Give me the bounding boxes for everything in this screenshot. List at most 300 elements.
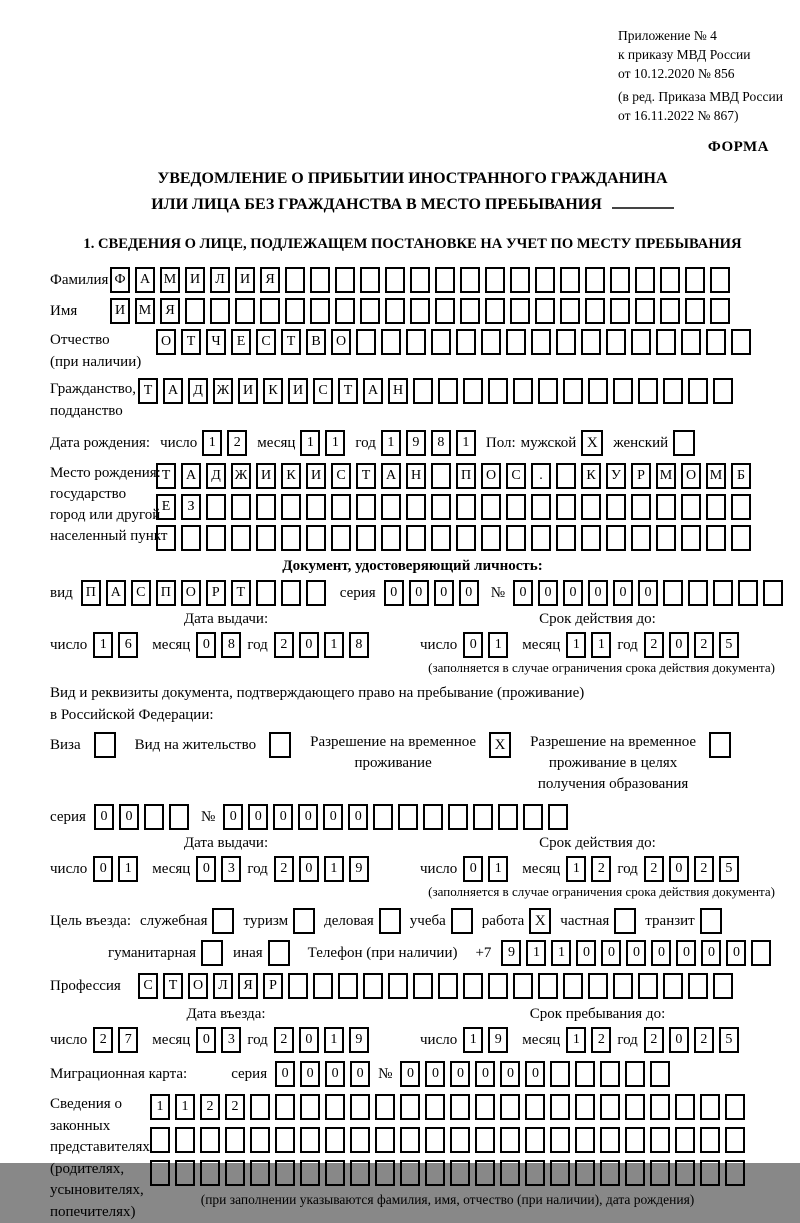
char-box[interactable] [185,298,205,324]
char-box[interactable] [398,804,418,830]
char-box[interactable]: 0 [248,804,268,830]
char-box[interactable] [725,1094,745,1120]
char-box[interactable]: Т [338,378,358,404]
char-box[interactable]: 0 [299,1027,319,1053]
char-box[interactable]: 0 [275,1061,295,1087]
char-box[interactable]: 5 [719,856,739,882]
char-box[interactable] [288,973,308,999]
char-box[interactable] [350,1127,370,1153]
char-box[interactable]: 5 [719,1027,739,1053]
char-box[interactable] [606,329,626,355]
char-box[interactable] [350,1160,370,1186]
char-box[interactable] [400,1127,420,1153]
char-box[interactable] [285,298,305,324]
char-box[interactable] [550,1160,570,1186]
char-box[interactable]: Р [206,580,226,606]
char-box[interactable] [460,298,480,324]
char-box[interactable]: 0 [669,856,689,882]
char-box[interactable] [335,298,355,324]
char-box[interactable] [606,494,626,520]
char-box[interactable] [600,1094,620,1120]
char-box[interactable] [531,494,551,520]
char-box[interactable] [685,298,705,324]
char-box[interactable]: Н [388,378,408,404]
char-box[interactable] [581,525,601,551]
char-box[interactable]: 0 [638,580,658,606]
char-box[interactable]: О [681,463,701,489]
char-box[interactable]: Т [231,580,251,606]
char-box[interactable] [331,494,351,520]
char-box[interactable] [535,298,555,324]
char-box[interactable] [425,1127,445,1153]
char-box[interactable]: Я [238,973,258,999]
char-box[interactable]: О [331,329,351,355]
char-box[interactable]: 9 [488,1027,508,1053]
char-box[interactable] [525,1127,545,1153]
char-box[interactable]: К [263,378,283,404]
char-box[interactable] [681,494,701,520]
char-box[interactable]: Ж [231,463,251,489]
char-box[interactable] [656,329,676,355]
char-box[interactable]: И [110,298,130,324]
char-box[interactable]: М [656,463,676,489]
char-box[interactable]: Т [163,973,183,999]
char-box[interactable] [450,1160,470,1186]
char-box[interactable] [356,525,376,551]
char-box[interactable] [306,525,326,551]
char-box[interactable] [485,267,505,293]
char-box[interactable]: 1 [150,1094,170,1120]
char-box[interactable] [531,329,551,355]
char-box[interactable]: А [363,378,383,404]
char-box[interactable] [700,1127,720,1153]
char-box[interactable]: И [185,267,205,293]
char-box[interactable] [231,494,251,520]
char-box[interactable]: М [706,463,726,489]
char-box[interactable] [575,1094,595,1120]
char-box[interactable]: 0 [669,1027,689,1053]
char-box[interactable] [610,298,630,324]
char-box[interactable] [660,267,680,293]
char-box[interactable] [710,267,730,293]
char-box[interactable]: 0 [298,804,318,830]
char-box[interactable]: 1 [488,856,508,882]
char-box[interactable]: 8 [221,632,241,658]
char-box[interactable] [206,525,226,551]
char-box[interactable] [150,1160,170,1186]
char-box[interactable]: 0 [576,940,596,966]
char-box[interactable]: Р [631,463,651,489]
char-box[interactable]: 0 [400,1061,420,1087]
char-box[interactable]: К [281,463,301,489]
char-box[interactable] [706,525,726,551]
char-box[interactable] [325,1127,345,1153]
char-box[interactable]: 1 [526,940,546,966]
char-box[interactable] [431,494,451,520]
char-box[interactable] [550,1127,570,1153]
char-box[interactable] [506,329,526,355]
char-box[interactable]: 0 [300,1061,320,1087]
char-box[interactable] [606,525,626,551]
char-box[interactable] [200,1127,220,1153]
char-box[interactable]: 2 [694,1027,714,1053]
char-box[interactable]: 1 [324,1027,344,1053]
char-box[interactable] [731,494,751,520]
char-box[interactable]: 0 [119,804,139,830]
char-box[interactable]: 0 [94,804,114,830]
char-box[interactable] [281,494,301,520]
char-box[interactable] [425,1160,445,1186]
char-box[interactable] [725,1160,745,1186]
char-box[interactable] [423,804,443,830]
char-box[interactable] [306,494,326,520]
char-box[interactable] [663,580,683,606]
char-box[interactable] [410,267,430,293]
char-box[interactable] [488,378,508,404]
char-box[interactable] [500,1094,520,1120]
char-box[interactable] [675,1160,695,1186]
char-box[interactable] [406,525,426,551]
char-box[interactable]: 7 [118,1027,138,1053]
char-box[interactable] [650,1094,670,1120]
char-box[interactable] [663,378,683,404]
char-box[interactable] [763,580,783,606]
char-box[interactable]: 0 [669,632,689,658]
char-box[interactable] [225,1160,245,1186]
char-box[interactable] [535,267,555,293]
char-box[interactable]: В [306,329,326,355]
char-box[interactable]: 0 [325,1061,345,1087]
char-box[interactable] [688,378,708,404]
char-box[interactable] [438,378,458,404]
char-box[interactable] [681,329,701,355]
char-box[interactable] [500,1160,520,1186]
char-box[interactable]: 0 [676,940,696,966]
char-box[interactable] [625,1094,645,1120]
char-box[interactable]: 1 [175,1094,195,1120]
char-box[interactable] [285,267,305,293]
char-box[interactable] [400,1094,420,1120]
char-box[interactable] [360,267,380,293]
char-box[interactable] [713,378,733,404]
char-box[interactable]: 0 [459,580,479,606]
char-box[interactable]: 0 [588,580,608,606]
char-box[interactable] [356,494,376,520]
char-box[interactable] [688,580,708,606]
char-box[interactable] [610,267,630,293]
char-box[interactable] [256,494,276,520]
char-box[interactable] [531,525,551,551]
char-box[interactable] [475,1160,495,1186]
char-box[interactable]: О [188,973,208,999]
char-box[interactable] [181,525,201,551]
char-box[interactable] [435,298,455,324]
char-box[interactable] [475,1127,495,1153]
char-box[interactable]: 0 [613,580,633,606]
char-box[interactable] [751,940,771,966]
char-box[interactable] [510,267,530,293]
char-box[interactable] [473,804,493,830]
char-box[interactable]: 2 [694,856,714,882]
char-box[interactable]: 0 [513,580,533,606]
char-box[interactable]: 1 [381,430,401,456]
char-box[interactable] [385,267,405,293]
char-box[interactable] [675,1127,695,1153]
char-box[interactable]: 2 [274,632,294,658]
char-box[interactable] [560,298,580,324]
char-box[interactable] [556,494,576,520]
char-box[interactable] [506,494,526,520]
char-box[interactable]: 0 [450,1061,470,1087]
char-box[interactable] [550,1094,570,1120]
char-box[interactable]: Т [138,378,158,404]
checkbox-official[interactable] [212,908,234,934]
char-box[interactable] [435,267,455,293]
char-box[interactable] [150,1127,170,1153]
char-box[interactable]: 2 [274,856,294,882]
char-box[interactable]: И [306,463,326,489]
char-box[interactable]: 9 [406,430,426,456]
char-box[interactable] [481,494,501,520]
char-box[interactable]: Е [156,494,176,520]
char-box[interactable] [625,1160,645,1186]
checkbox-female[interactable] [673,430,695,456]
char-box[interactable] [510,298,530,324]
char-box[interactable] [556,463,576,489]
char-box[interactable] [581,329,601,355]
char-box[interactable] [256,525,276,551]
char-box[interactable]: 2 [93,1027,113,1053]
char-box[interactable]: Ж [213,378,233,404]
checkbox-study[interactable] [451,908,473,934]
char-box[interactable] [706,329,726,355]
char-box[interactable] [281,580,301,606]
char-box[interactable] [375,1127,395,1153]
char-box[interactable] [275,1094,295,1120]
char-box[interactable] [725,1127,745,1153]
char-box[interactable] [450,1094,470,1120]
char-box[interactable] [581,494,601,520]
char-box[interactable] [656,525,676,551]
char-box[interactable]: М [160,267,180,293]
char-box[interactable]: 1 [463,1027,483,1053]
char-box[interactable]: 1 [118,856,138,882]
char-box[interactable] [585,298,605,324]
char-box[interactable]: 2 [644,632,664,658]
char-box[interactable]: З [181,494,201,520]
char-box[interactable]: 0 [196,1027,216,1053]
char-box[interactable] [625,1061,645,1087]
char-box[interactable] [431,525,451,551]
char-box[interactable] [363,973,383,999]
char-box[interactable]: 0 [350,1061,370,1087]
char-box[interactable]: П [81,580,101,606]
char-box[interactable] [260,298,280,324]
char-box[interactable] [310,267,330,293]
checkbox-visa[interactable] [94,732,116,758]
char-box[interactable]: 1 [488,632,508,658]
checkbox-business[interactable] [379,908,401,934]
char-box[interactable] [631,525,651,551]
char-box[interactable] [300,1127,320,1153]
char-box[interactable] [250,1160,270,1186]
char-box[interactable]: 0 [701,940,721,966]
char-box[interactable] [613,378,633,404]
char-box[interactable] [410,298,430,324]
checkbox-male[interactable]: X [581,430,603,456]
char-box[interactable]: 0 [538,580,558,606]
char-box[interactable] [600,1160,620,1186]
char-box[interactable]: Я [260,267,280,293]
char-box[interactable] [600,1127,620,1153]
char-box[interactable] [250,1094,270,1120]
char-box[interactable]: Т [356,463,376,489]
char-box[interactable] [525,1160,545,1186]
checkbox-private[interactable] [614,908,636,934]
char-box[interactable] [575,1160,595,1186]
char-box[interactable] [625,1127,645,1153]
char-box[interactable]: 2 [225,1094,245,1120]
char-box[interactable] [556,329,576,355]
char-box[interactable] [306,580,326,606]
char-box[interactable] [548,804,568,830]
char-box[interactable]: 0 [525,1061,545,1087]
char-box[interactable]: 3 [221,856,241,882]
char-box[interactable] [381,329,401,355]
char-box[interactable] [169,804,189,830]
checkbox-work[interactable]: X [529,908,551,934]
char-box[interactable]: 5 [719,632,739,658]
char-box[interactable] [538,378,558,404]
char-box[interactable]: 0 [93,856,113,882]
char-box[interactable] [500,1127,520,1153]
char-box[interactable]: И [238,378,258,404]
char-box[interactable] [663,973,683,999]
char-box[interactable]: 1 [325,430,345,456]
char-box[interactable]: Ф [110,267,130,293]
char-box[interactable]: 0 [299,632,319,658]
char-box[interactable] [413,973,433,999]
char-box[interactable]: 1 [566,856,586,882]
char-box[interactable] [550,1061,570,1087]
char-box[interactable]: О [156,329,176,355]
char-box[interactable] [525,1094,545,1120]
checkbox-temp-residence-edu[interactable] [709,732,731,758]
char-box[interactable] [575,1061,595,1087]
char-box[interactable]: 0 [223,804,243,830]
char-box[interactable]: Д [206,463,226,489]
char-box[interactable] [700,1160,720,1186]
char-box[interactable] [331,525,351,551]
char-box[interactable] [456,525,476,551]
char-box[interactable]: 1 [591,632,611,658]
char-box[interactable]: А [163,378,183,404]
char-box[interactable] [538,973,558,999]
char-box[interactable] [588,973,608,999]
char-box[interactable]: 2 [200,1094,220,1120]
char-box[interactable] [335,267,355,293]
char-box[interactable] [338,973,358,999]
char-box[interactable]: А [106,580,126,606]
char-box[interactable]: Н [406,463,426,489]
char-box[interactable] [313,973,333,999]
char-box[interactable]: И [235,267,255,293]
char-box[interactable]: А [381,463,401,489]
char-box[interactable] [650,1061,670,1087]
char-box[interactable] [448,804,468,830]
char-box[interactable] [523,804,543,830]
char-box[interactable]: 1 [551,940,571,966]
char-box[interactable] [310,298,330,324]
char-box[interactable] [713,580,733,606]
char-box[interactable] [631,329,651,355]
char-box[interactable]: 0 [601,940,621,966]
char-box[interactable] [235,298,255,324]
char-box[interactable]: 1 [300,430,320,456]
char-box[interactable] [356,329,376,355]
char-box[interactable] [250,1127,270,1153]
char-box[interactable]: 2 [274,1027,294,1053]
char-box[interactable] [513,378,533,404]
char-box[interactable] [731,329,751,355]
char-box[interactable]: 0 [475,1061,495,1087]
char-box[interactable] [373,804,393,830]
char-box[interactable] [438,973,458,999]
char-box[interactable] [456,329,476,355]
char-box[interactable] [400,1160,420,1186]
char-box[interactable] [638,973,658,999]
char-box[interactable] [713,973,733,999]
char-box[interactable] [506,525,526,551]
char-box[interactable]: 2 [644,1027,664,1053]
char-box[interactable] [256,580,276,606]
char-box[interactable] [206,494,226,520]
char-box[interactable]: 9 [349,1027,369,1053]
char-box[interactable]: 0 [273,804,293,830]
char-box[interactable] [406,329,426,355]
char-box[interactable]: 2 [694,632,714,658]
char-box[interactable]: С [256,329,276,355]
char-box[interactable]: 2 [591,856,611,882]
char-box[interactable] [513,973,533,999]
char-box[interactable]: Я [160,298,180,324]
char-box[interactable] [413,378,433,404]
char-box[interactable]: М [135,298,155,324]
char-box[interactable] [585,267,605,293]
char-box[interactable]: 6 [118,632,138,658]
char-box[interactable]: О [181,580,201,606]
char-box[interactable]: 0 [563,580,583,606]
char-box[interactable]: С [138,973,158,999]
char-box[interactable]: 1 [456,430,476,456]
char-box[interactable] [175,1127,195,1153]
char-box[interactable] [481,525,501,551]
char-box[interactable]: У [606,463,626,489]
char-box[interactable] [225,1127,245,1153]
char-box[interactable] [498,804,518,830]
char-box[interactable] [560,267,580,293]
char-box[interactable]: 0 [463,632,483,658]
char-box[interactable] [731,525,751,551]
char-box[interactable] [431,329,451,355]
char-box[interactable] [656,494,676,520]
char-box[interactable]: С [506,463,526,489]
char-box[interactable] [575,1127,595,1153]
char-box[interactable] [275,1127,295,1153]
char-box[interactable]: 0 [409,580,429,606]
char-box[interactable]: 0 [425,1061,445,1087]
char-box[interactable]: 0 [500,1061,520,1087]
